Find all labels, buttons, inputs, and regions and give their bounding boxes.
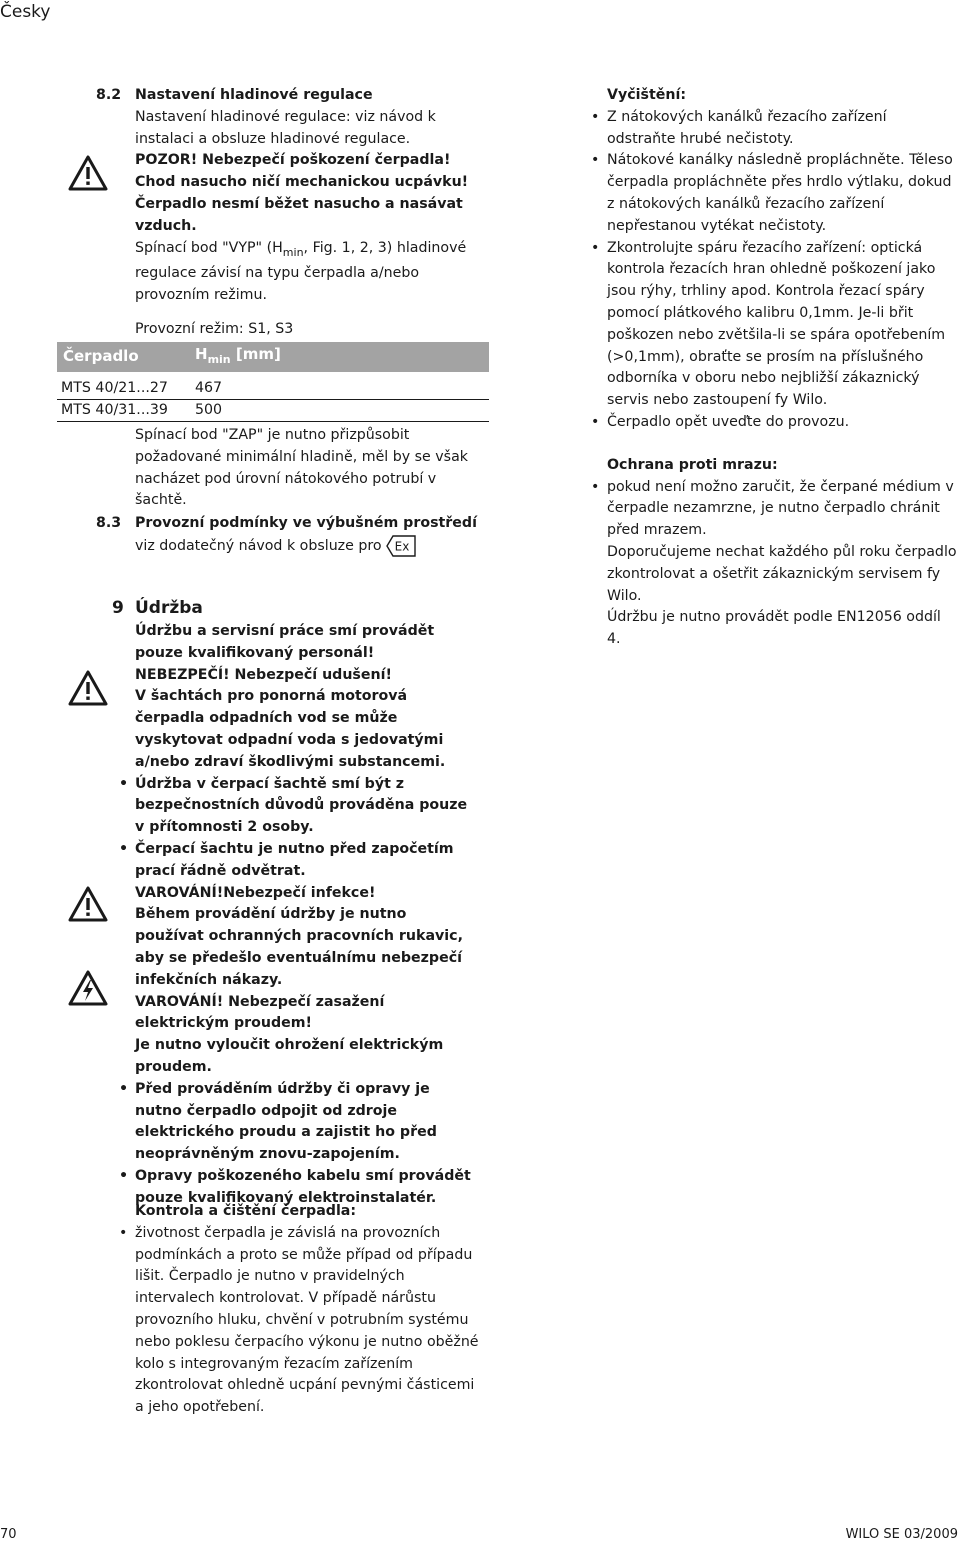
chapter-9-number: 9 bbox=[112, 598, 124, 618]
list-item: • Před prováděním údržby či opravy je nutno čerpadlo odpojit od zdroje elektrického proudu a zajistit ho před neoprávněným znovu-zapojením. bbox=[135, 1079, 480, 1166]
svg-text:Ex: Ex bbox=[394, 539, 409, 554]
header-pump: Čerpadlo bbox=[57, 342, 189, 372]
infection-body: Během provádění údržby je nutno používat ochranných pracovních rukavic, aby se předešlo eventuálnímu nebezpečí infekčních nákazy. bbox=[135, 906, 463, 988]
chapter-9-body bbox=[135, 621, 480, 1210]
ex-icon bbox=[386, 535, 416, 557]
electric-body: Je nutno vyloučit ohrožení elektrickým proudem. bbox=[135, 1037, 444, 1075]
list-item: • Opravy poškozeného kabelu smí provádět pouze kvalifikovaný elektroinstalatér. bbox=[135, 1166, 480, 1210]
cell-hmin: 467 bbox=[189, 378, 489, 400]
section-8-2 bbox=[135, 85, 480, 307]
maintenance-lead: Údržbu a servisní práce smí provádět pouze kvalifikovaný personál! bbox=[135, 623, 435, 661]
cell-pump: MTS 40/31...39 bbox=[57, 400, 189, 422]
table-row bbox=[57, 378, 489, 400]
warning-icon bbox=[68, 886, 108, 922]
frost-recommendation: Doporučujeme nechat každého půl roku čerpadlo zkontrolovat a ošetřit zákaznickým servisem fy Wilo. bbox=[607, 543, 957, 604]
safety-list-2 bbox=[135, 1079, 480, 1210]
list-item: • Nátokové kanálky následně propláchněte. Těleso čerpadla propláchněte přes hrdlo výtlaku, dokud z nátokových kanálků řezacího zařízení nepřestanou vytékat nečistoty. bbox=[607, 150, 957, 237]
list-item: • Čerpací šachtu je nutno před započetím prací řádně odvětrat. bbox=[135, 839, 480, 883]
section-8-3-body: viz dodatečný návod k obsluze pro Ex bbox=[135, 535, 480, 558]
section-8-2-warning: POZOR! Nebezpečí poškození čerpadla! Chod nasucho ničí mechanickou ucpávku! Čerpadlo nesmí běžet nasucho a nasávat vzduch. bbox=[135, 152, 469, 234]
frost-title: Ochrana proti mrazu: bbox=[607, 456, 778, 473]
list-item: • životnost čerpadla je závislá na provozních podmínkách a proto se může případ od případu lišit. Čerpadlo je nutno v pravidelných intervalech kontrolovat. V případě nárůstu provozního hluku, chvění v potrubním systému nebo poklesu čerpacího výkonu je nutno oběžné kolo s integrovaným řezacím zařízením zkontrolovat ohledně ucpání pevnými částicemi a jeho opotřebení. bbox=[135, 1223, 480, 1419]
frost-norm: Údržbu je nutno provádět podle EN12056 oddíl 4. bbox=[607, 609, 941, 648]
page-number: 70 bbox=[0, 1527, 17, 1542]
section-8-3 bbox=[135, 513, 480, 558]
list-item: • pokud není možno zaručit, že čerpané médium v čerpadle nezamrzne, je nutno čerpadlo chránit před mrazem. bbox=[607, 477, 957, 542]
control-list bbox=[135, 1223, 480, 1419]
frost-list bbox=[607, 477, 957, 542]
chapter-9-title: Údržba bbox=[135, 598, 203, 618]
cleaning-title: Vyčištění: bbox=[607, 87, 686, 103]
table-caption: Provozní režim: S1, S3 bbox=[135, 321, 294, 337]
danger-heading: NEBEZPEČÍ! Nebezpečí udušení! bbox=[135, 666, 392, 683]
section-8-2-intro: Nastavení hladinové regulace: viz návod k instalaci a obsluze hladinové regulace. bbox=[135, 108, 436, 147]
section-8-3-number: 8.3 bbox=[96, 515, 122, 531]
list-item: • Čerpadlo opět uveďte do provozu. bbox=[607, 412, 957, 434]
warning-icon bbox=[68, 155, 108, 191]
section-8-3-title: Provozní podmínky ve výbušném prostředí bbox=[135, 515, 477, 531]
infection-warning: VAROVÁNÍ!Nebezpečí infekce! bbox=[135, 884, 376, 901]
language-label: Česky bbox=[0, 2, 51, 22]
table-row bbox=[57, 400, 489, 422]
after-table-text: Spínací bod "ZAP" je nutno přizpůsobit požadované minimální hladině, měl by se však nacházet pod úrovní nátokového potrubí v šachtě. bbox=[135, 427, 468, 509]
list-item: • Údržba v čerpací šachtě smí být z bezpečnostních důvodů prováděna pouze v přítomnosti 2 osoby. bbox=[135, 774, 480, 839]
cell-hmin: 500 bbox=[189, 400, 489, 422]
section-8-2-title: Nastavení hladinové regulace bbox=[135, 87, 373, 103]
control-section bbox=[135, 1201, 480, 1419]
cell-pump: MTS 40/21...27 bbox=[57, 378, 189, 400]
list-item: • Zkontrolujte spáru řezacího zařízení: optická kontrola řezacích hran ohledně poškození jako jsou rýhy, trhliny apod. Kontrola řezací spáry pomocí plátkového kalibru 0,1mm. Je-li břit poškozen nebo zvětšila-li se spára opotřebením (>0,1mm), obraťte se prosím na příslušného odborníka v oboru nebo nejbližší zákaznický servis nebo zastoupení fy Wilo. bbox=[607, 238, 957, 412]
control-title: Kontrola a čištění čerpadla: bbox=[135, 1203, 357, 1219]
danger-body: V šachtách pro ponorná motorová čerpadla odpadních vod se může vyskytovat odpadní voda s jedovatými a/nebo zdraví škodlivými substancemi. bbox=[135, 688, 446, 770]
header-hmin: $H_{min}$ [mm] bbox=[189, 342, 489, 372]
safety-list-1 bbox=[135, 774, 480, 883]
table-header-row bbox=[57, 342, 489, 372]
document-reference: WILO SE 03/2009 bbox=[845, 1527, 958, 1542]
right-column bbox=[607, 85, 957, 651]
electric-hazard-icon bbox=[68, 970, 108, 1006]
electric-warning: VAROVÁNÍ! Nebezpečí zasažení elektrickým proudem! bbox=[135, 993, 385, 1032]
cleaning-list bbox=[607, 107, 957, 434]
section-8-2-body: Spínací bod "VYP" ($H_{min}$, Fig. 1, 2, 3) hladinové regulace závisí na typu čerpadla a/nebo provozním režimu. bbox=[135, 239, 467, 303]
pump-table bbox=[57, 342, 489, 422]
section-8-2-number: 8.2 bbox=[96, 87, 122, 103]
list-item: • Z nátokových kanálků řezacího zařízení odstraňte hrubé nečistoty. bbox=[607, 107, 957, 151]
warning-icon bbox=[68, 670, 108, 706]
